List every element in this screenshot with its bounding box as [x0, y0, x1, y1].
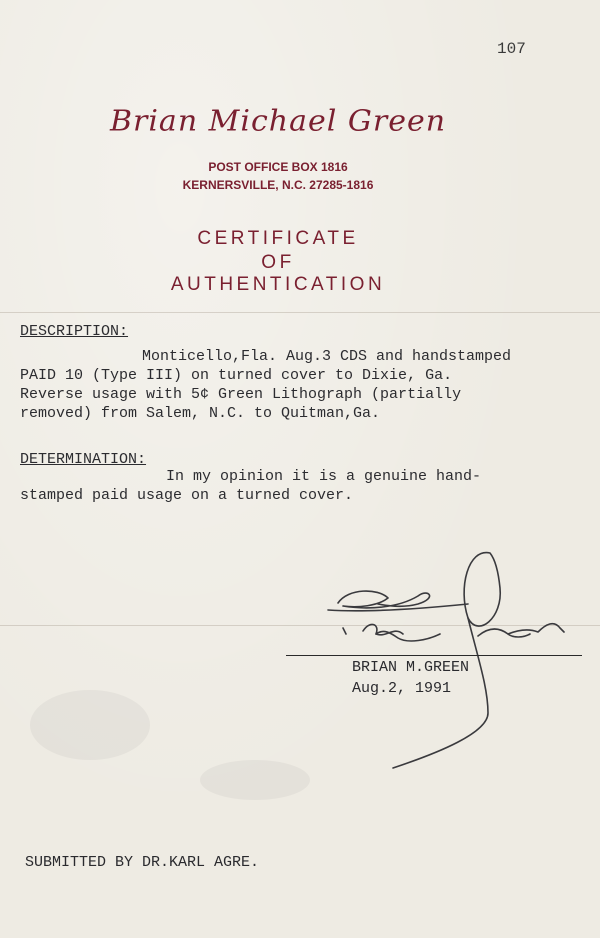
letterhead-name-text: Brian Michael Green	[109, 104, 447, 139]
smudge	[200, 760, 310, 800]
page-number: 107	[497, 40, 526, 58]
certificate-title-line-1: CERTIFICATE	[197, 228, 359, 249]
signer-name: BRIAN M.GREEN	[352, 659, 470, 676]
signature-date: Aug.2, 1991	[352, 680, 452, 697]
letterhead-address-line-2: KERNERSVILLE, N.C. 27285-1816	[182, 178, 374, 192]
letterhead-name	[0, 104, 556, 139]
determination-heading: DETERMINATION:	[20, 451, 147, 468]
letterhead-address-line-1: POST OFFICE BOX 1816	[208, 160, 348, 174]
description-heading: DESCRIPTION:	[20, 323, 129, 340]
description-line: removed) from Salem, N.C. to Quitman,Ga.	[20, 405, 381, 422]
determination-line: stamped paid usage on a turned cover.	[20, 487, 354, 504]
description-line: Monticello,Fla. Aug.3 CDS and handstamped	[142, 348, 512, 365]
smudge	[30, 690, 150, 760]
determination-line: In my opinion it is a genuine hand-	[166, 468, 482, 485]
fold-line	[0, 312, 600, 313]
description-line: PAID 10 (Type III) on turned cover to Dixie, Ga.	[20, 367, 453, 384]
description-line: Reverse usage with 5¢ Green Lithograph (partially	[20, 386, 462, 403]
submitted-by: SUBMITTED BY DR.KARL AGRE.	[25, 854, 260, 871]
certificate-title-line-3: AUTHENTICATION	[170, 274, 386, 295]
certificate-title-line-2: OF	[261, 252, 295, 273]
signature-line	[286, 655, 582, 656]
